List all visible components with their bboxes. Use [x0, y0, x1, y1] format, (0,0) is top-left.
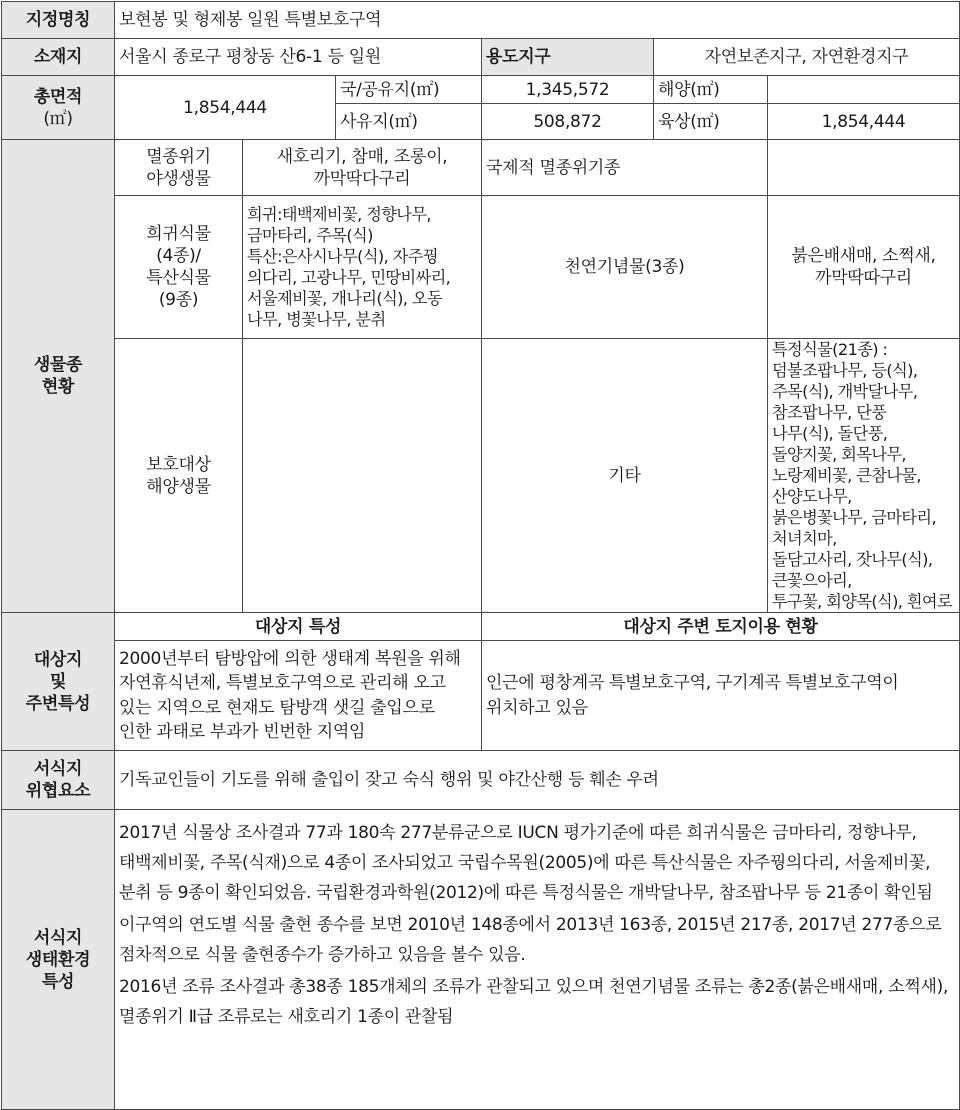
habitat-value — [115, 810, 960, 1110]
site-char-header: 대상지 특성 — [115, 613, 482, 641]
marine-species-label-line1: 보호대상 — [146, 454, 211, 475]
land-area-value: 1,854,444 — [768, 104, 960, 140]
rare-label-line2: (4종)/ — [156, 246, 201, 266]
zoning-label: 용도지구 — [482, 39, 654, 76]
area-unit: (㎡) — [43, 108, 73, 129]
row-habitat — [2, 810, 960, 1110]
other-line: 나무(식), 돌단풍, 돌양지꽃, 회목나무, — [772, 424, 906, 464]
site-info-table — [1, 1, 960, 1110]
row-species-endangered — [2, 140, 960, 196]
location-label: 소재지 — [2, 39, 115, 76]
site-char-line: 2000년부터 탐방압에 의한 생태계 복원을 위해 — [119, 648, 461, 669]
designation-value: 보현봉 및 형제봉 일원 특별보호구역 — [115, 2, 960, 39]
habitat-paragraph: 2017년 식물상 조사결과 77과 180속 277분류군으로 IUCN 평가기준에 따른 희귀식물은 금마타리, 정향나무, 태백제비꽃, 주목(식재)으로 4종이 조사되었고 국립수목원(2005)에 따른 특산식물은 자주꿩의다리, 서울제비꽃, 분취 등 9종이 확인되었음. 국립환경과학원(2012)에 따른 특정식물은 개박달나무, 참조팝나무 등 21종이 확인됨 — [119, 823, 933, 903]
species-label-line2: 현황 — [41, 377, 75, 397]
habitat-label-line1: 서식지 — [33, 927, 83, 948]
site-label-line2: 및 — [49, 671, 67, 692]
monument-value — [768, 196, 960, 339]
site-surround-header: 대상지 주변 토지이용 현황 — [482, 613, 960, 641]
other-line: 주목(식), 개박달나무, 참조팝나무, 단풍 — [772, 382, 918, 422]
site-char-line: 있는 지역으로 현재도 탐방객 샛길 출입으로 — [119, 697, 435, 718]
threat-label-line1: 서식지 — [33, 759, 83, 779]
site-label — [2, 613, 115, 751]
site-surround-line: 위치하고 있음 — [486, 697, 588, 718]
endangered-label-line1: 멸종위기 — [146, 146, 211, 167]
site-surround-line: 인근에 평창계곡 특별보호구역, 구기계곡 특별보호구역이 — [486, 673, 899, 693]
rare-label — [115, 196, 243, 339]
site-label-line3: 주변특성 — [25, 693, 91, 714]
habitat-label — [2, 810, 115, 1110]
rare-line: 서울제비꽃, 개나리(식), 오동 — [247, 289, 443, 308]
other-line: 특정식물(21종) : 덤불조팝나무, 등(식), — [772, 340, 918, 380]
area-label-text: 총면적 — [33, 86, 83, 107]
private-land-label: 사유지(㎡) — [336, 104, 482, 140]
designation-label: 지정명칭 — [2, 2, 115, 39]
public-land-value: 1,345,572 — [482, 76, 654, 104]
species-label-line1: 생물종 — [33, 355, 83, 375]
site-char-line: 자연휴식년제, 특별보호구역으로 관리해 오고 — [119, 673, 446, 693]
monument-label: 천연기념물(3종) — [482, 196, 768, 339]
habitat-label-line2: 생태환경 — [25, 949, 91, 970]
site-char-line: 인한 과태로 부과가 빈번한 지역임 — [119, 722, 366, 742]
rare-label-line1: 희귀식물 — [146, 224, 211, 244]
marine-species-label — [115, 339, 243, 613]
rare-line: 금마타리, 주목(식) — [247, 226, 373, 245]
monument-value-line1: 붉은배새매, 소쩍새, — [791, 246, 936, 266]
habitat-paragraph: 2016년 조류 조사결과 총38종 185개체의 조류가 관찰되고 있으며 천연기념물 조류는 총2종(붉은배새매, 소쩍새), 멸종위기 Ⅱ급 조류로는 새호리기 1종이 관찰됨 — [119, 977, 949, 1027]
threat-label — [2, 751, 115, 810]
area-label — [2, 76, 115, 140]
marine-species-label-line2: 해양생물 — [146, 476, 211, 497]
rare-label-line3: 특산식물 — [146, 268, 211, 288]
endangered-value-line2: 까막딱다구리 — [313, 168, 411, 189]
other-line: 노랑제비꽃, 큰참나물, 산양도나무, — [772, 466, 921, 506]
row-threat — [2, 751, 960, 810]
rare-line: 의다리, 고광나무, 민땅비싸리, — [247, 268, 451, 287]
row-designation — [2, 2, 960, 39]
endangered-value-line1: 새호리기, 참매, 조롱이, — [276, 146, 448, 167]
other-species-value — [768, 339, 960, 613]
rare-line: 특산:은사시나무(식), 자주꿩 — [247, 247, 438, 266]
rare-value — [243, 196, 482, 339]
location-value: 서울시 종로구 평창동 산6-1 등 일원 — [115, 39, 482, 76]
row-site-header — [2, 613, 960, 641]
endangered-value — [243, 140, 482, 196]
endangered-label-line2: 야생생물 — [146, 168, 211, 189]
rare-line: 희귀:태백제비꽃, 정향나무, — [247, 205, 431, 224]
habitat-paragraph: 이구역의 연도별 식물 출현 종수를 보면 2010년 148종에서 2013년 163종, 2015년 217종, 2017년 277종으로 점차적으로 식물 출현종수가 증가하고 있음을 볼수 있음. — [119, 915, 942, 965]
species-label — [2, 140, 115, 613]
land-area-label: 육상(㎡) — [654, 104, 768, 140]
row-location — [2, 39, 960, 76]
zoning-value: 자연보존지구, 자연환경지구 — [654, 39, 960, 76]
rare-line: 나무, 병꽃나무, 분취 — [247, 310, 386, 329]
other-line: 붉은병꽃나무, 금마타리, 처녀치마, — [772, 508, 937, 548]
rare-label-line4: (9종) — [158, 290, 199, 310]
marine-area-label: 해양(㎡) — [654, 76, 768, 104]
monument-value-line2: 까막딱따구리 — [815, 268, 912, 288]
private-land-value: 508,872 — [482, 104, 654, 140]
threat-value: 기독교인들이 기도를 위해 출입이 잦고 숙식 행위 및 야간산행 등 훼손 우려 — [115, 751, 960, 810]
intl-endangered-label: 국제적 멸종위기종 — [482, 140, 768, 196]
intl-endangered-value — [768, 140, 960, 196]
endangered-label — [115, 140, 243, 196]
site-surround-value — [482, 641, 960, 751]
other-line: 돌담고사리, 잣나무(식), 큰꽃으아리, — [772, 550, 933, 590]
public-land-label: 국/공유지(㎡) — [336, 76, 482, 104]
area-total: 1,854,444 — [115, 76, 336, 140]
row-site-body — [2, 641, 960, 751]
habitat-label-line3: 특성 — [41, 971, 75, 992]
site-label-line1: 대상지 — [33, 649, 83, 670]
row-species-rare — [2, 196, 960, 339]
row-area-1 — [2, 76, 960, 104]
row-species-marine — [2, 339, 960, 613]
other-species-label: 기타 — [482, 339, 768, 613]
site-char-value — [115, 641, 482, 751]
marine-area-value — [768, 76, 960, 104]
other-line: 투구꽃, 회양목(식), 흰여로 — [772, 592, 952, 611]
marine-species-value — [243, 339, 482, 613]
threat-label-line2: 위협요소 — [25, 781, 91, 801]
